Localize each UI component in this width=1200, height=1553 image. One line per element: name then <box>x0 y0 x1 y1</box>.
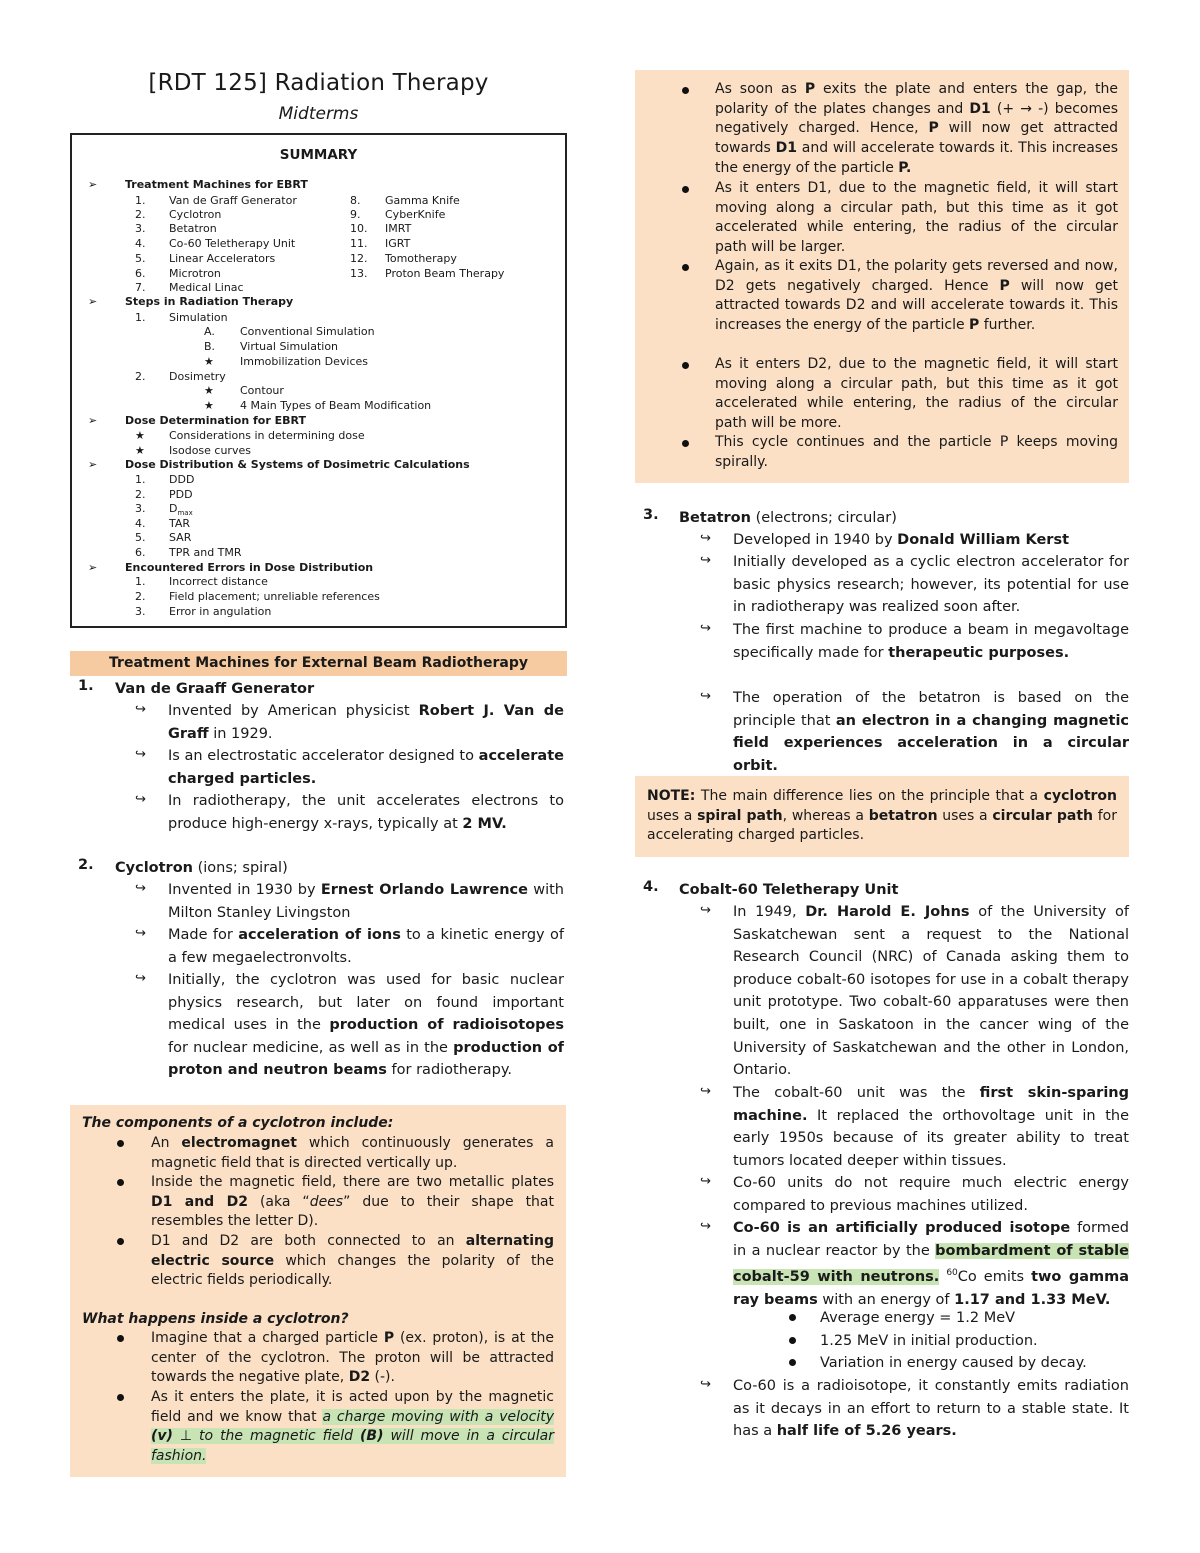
hook-arrow-icon: ↪ <box>700 1377 711 1392</box>
hook-arrow-icon: ↪ <box>700 903 711 918</box>
dot-icon <box>682 186 689 193</box>
list-item: Invented in 1930 by Ernest Orlando Lawrence with Milton Stanley Livingston <box>168 882 564 921</box>
item-heading: Cyclotron (ions; spiral) <box>115 860 288 876</box>
hook-arrow-icon: ↪ <box>700 1084 711 1099</box>
star-icon: ★ <box>204 384 214 397</box>
list-item: Initially developed as a cyclic electron accelerator for basic physics research; however, its potential for use in radiotherapy was realized soon after. <box>733 554 1129 616</box>
summary-machine-5: Linear Accelerators <box>169 252 276 265</box>
summary-error-2: Field placement; unreliable references <box>169 590 380 603</box>
star-icon: ★ <box>135 429 145 442</box>
hook-arrow-icon: ↪ <box>700 1219 711 1234</box>
summary-step-1b: Virtual Simulation <box>240 340 339 353</box>
summary-machine-6: Microtron <box>169 267 221 280</box>
summary-step-2a: Contour <box>240 384 284 397</box>
summary-section-1: Treatment Machines for EBRT <box>125 178 308 191</box>
summary-error-1: Incorrect distance <box>169 575 268 588</box>
list-item: 1.25 MeV in initial production. <box>820 1333 1038 1349</box>
item-heading: Cobalt-60 Teletherapy Unit <box>679 882 899 898</box>
arrowhead-icon: ➢ <box>88 414 98 427</box>
list-item: Co-60 units do not require much electric energy compared to previous machines utilized. <box>733 1175 1129 1214</box>
hook-arrow-icon: ↪ <box>700 553 711 568</box>
list-item: Made for acceleration of ions to a kinetic energy of a few megaelectronvolts. <box>168 927 564 966</box>
summary-step-1a: Conventional Simulation <box>240 325 375 338</box>
summary-step-1: Simulation <box>169 311 228 324</box>
hook-arrow-icon: ↪ <box>135 926 146 941</box>
summary-section-2: Steps in Radiation Therapy <box>125 295 294 308</box>
list-item: Developed in 1940 by Donald William Kerst <box>733 532 1070 548</box>
list-item: Variation in energy caused by decay. <box>820 1355 1087 1371</box>
list-item: The first machine to produce a beam in megavoltage specifically made for therapeutic purposes. <box>733 622 1129 661</box>
star-icon: ★ <box>204 355 214 368</box>
list-item: This cycle continues and the particle P keeps moving spirally. <box>715 434 1118 470</box>
summary-machine-10: IMRT <box>385 222 412 235</box>
list-item: In radiotherapy, the unit accelerates electrons to produce high-energy x-rays, typically at 2 MV. <box>168 793 564 832</box>
star-icon: ★ <box>204 399 214 412</box>
dot-icon <box>682 264 689 271</box>
note-text: NOTE: The main difference lies on the principle that a cyclotron uses a spiral path, whereas a betatron uses a circular path for accelerating charged particles. <box>647 788 1117 844</box>
list-item: Co-60 is an artificially produced isotope formed in a nuclear reactor by the bombardment of stable cobalt-59 with neutrons. $^{60}$Co emits two gamma ray beams with an energy of 1.17 and 1.33 MeV. <box>733 1220 1130 1308</box>
list-item: In 1949, Dr. Harold E. Johns of the University of Saskatchewan sent a request to the National Research Council (NRC) of Canada asking them to produce cobalt-60 isotopes for use in a cobalt therapy unit prototype. Two cobalt-60 apparatuses were then built, one in Saskatoon in the cancer wing of the University of Saskatchewan and the other in London, Ontario. <box>733 904 1130 1079</box>
list-item: As it enters D1, due to the magnetic field, it will start moving along a circular path, but this time as it got accelerated while entering, the radius of the circular path will be larger. <box>715 180 1118 256</box>
dot-icon <box>789 1337 796 1344</box>
summary-machine-2: Cyclotron <box>169 208 222 221</box>
list-item: As it enters D2, due to the magnetic field, it will start moving along a circular path, but this time as it got accelerated while entering, the radius of the circular path will be more. <box>715 356 1118 432</box>
hook-arrow-icon: ↪ <box>135 971 146 986</box>
summary-step-2: Dosimetry <box>169 370 226 383</box>
arrowhead-icon: ➢ <box>88 178 98 191</box>
summary-dist-6: TPR and TMR <box>169 546 242 559</box>
dot-icon <box>789 1314 796 1321</box>
summary-dose-a: Considerations in determining dose <box>169 429 365 442</box>
hook-arrow-icon: ↪ <box>700 689 711 704</box>
dot-icon <box>117 1394 124 1401</box>
list-item: D1 and D2 are both connected to an alternating electric source which changes the polarity of the electric fields periodically. <box>151 1233 554 1289</box>
item-heading: Betatron (electrons; circular) <box>679 510 897 526</box>
summary-step-1c: Immobilization Devices <box>240 355 368 368</box>
summary-dist-5: SAR <box>169 531 192 544</box>
arrowhead-icon: ➢ <box>88 295 98 308</box>
hook-arrow-icon: ↪ <box>700 531 711 546</box>
list-item: An electromagnet which continuously generates a magnetic field that is directed vertically up. <box>151 1135 554 1171</box>
hook-arrow-icon: ↪ <box>135 792 146 807</box>
arrowhead-icon: ➢ <box>88 458 98 471</box>
summary-machine-3: Betatron <box>169 222 217 235</box>
list-item: Inside the magnetic field, there are two metallic plates D1 and D2 (aka “dees” due to their shape that resembles the letter D). <box>151 1174 554 1230</box>
page-title: [RDT 125] Radiation Therapy <box>148 70 489 96</box>
section-banner: Treatment Machines for External Beam Radiotherapy <box>70 651 567 676</box>
dot-icon <box>117 1335 124 1342</box>
summary-machine-4: Co-60 Teletherapy Unit <box>169 237 296 250</box>
summary-machine-12: Tomotherapy <box>385 252 457 265</box>
summary-dose-b: Isodose curves <box>169 444 251 457</box>
list-item: Co-60 is a radioisotope, it constantly emits radiation as it decays in an effort to return to a stable state. It has a half life of 5.26 years. <box>733 1378 1129 1440</box>
list-item: As it enters the plate, it is acted upon by the magnetic field and we know that a charge moving with a velocity (v) ⊥ to the magnetic field (B) will move in a circular fashion. <box>151 1389 555 1465</box>
summary-dist-3: $D_{max}$ <box>169 502 193 518</box>
summary-machine-9: CyberKnife <box>385 208 446 221</box>
summary-heading: SUMMARY <box>279 147 358 163</box>
list-item: Imagine that a charged particle P (ex. proton), is at the center of the cyclotron. The proton will be attracted towards the negative plate, D2 (-). <box>151 1330 554 1386</box>
summary-machine-11: IGRT <box>385 237 411 250</box>
hook-arrow-icon: ↪ <box>135 881 146 896</box>
hook-arrow-icon: ↪ <box>135 702 146 717</box>
box-heading: What happens inside a cyclotron? <box>82 1311 349 1327</box>
list-item: Invented by American physicist Robert J. Van de Graff in 1929. <box>168 703 564 742</box>
dot-icon <box>682 87 689 94</box>
summary-section-5: Encountered Errors in Dose Distribution <box>125 561 374 574</box>
item-heading: Van de Graaff Generator <box>115 681 315 697</box>
list-item: The cobalt-60 unit was the first skin-sparing machine. It replaced the orthovoltage unit in the early 1950s because of its greater ability to treat tumors located deeper within tissues. <box>733 1085 1129 1169</box>
dot-icon <box>117 1140 124 1147</box>
arrowhead-icon: ➢ <box>88 561 98 574</box>
list-item: The operation of the betatron is based on the principle that an electron in a changing magnetic field experiences acceleration in a circular orbit. <box>733 690 1130 774</box>
summary-dist-2: PDD <box>169 488 193 501</box>
page-subtitle: Midterms <box>278 104 359 124</box>
box-heading: The components of a cyclotron include: <box>82 1115 394 1131</box>
summary-dist-1: DDD <box>169 473 195 486</box>
dot-icon <box>117 1179 124 1186</box>
summary-machine-1: Van de Graff Generator <box>169 194 297 207</box>
hook-arrow-icon: ↪ <box>700 1174 711 1189</box>
list-item: Again, as it exits D1, the polarity gets reversed and now, D2 gets negatively charged. Hence P will now get attracted towards D2 and will accelerate towards it. This increases the energy of the particle P further. <box>715 258 1118 334</box>
summary-machine-13: Proton Beam Therapy <box>385 267 505 280</box>
dot-icon <box>789 1359 796 1366</box>
summary-machine-8: Gamma Knife <box>385 194 460 207</box>
star-icon: ★ <box>135 444 145 457</box>
list-item: Average energy = 1.2 MeV <box>820 1310 1016 1326</box>
dot-icon <box>117 1238 124 1245</box>
summary-dist-4: TAR <box>169 517 191 530</box>
summary-section-4: Dose Distribution & Systems of Dosimetric Calculations <box>125 458 470 471</box>
summary-step-2b: 4 Main Types of Beam Modification <box>240 399 432 412</box>
summary-error-3: Error in angulation <box>169 605 272 618</box>
summary-section-3: Dose Determination for EBRT <box>125 414 306 427</box>
hook-arrow-icon: ↪ <box>700 621 711 636</box>
list-item: Is an electrostatic accelerator designed to accelerate charged particles. <box>168 748 564 787</box>
list-item: As soon as P exits the plate and enters the gap, the polarity of the plates changes and D1 (+ → -) becomes negatively charged. Hence, P will now get attracted towards D1 and will accelerate towards it. This increases the energy of the particle P. <box>715 81 1119 176</box>
summary-machine-7: Medical Linac <box>169 281 244 294</box>
hook-arrow-icon: ↪ <box>135 747 146 762</box>
dot-icon <box>682 440 689 447</box>
list-item: Initially, the cyclotron was used for basic nuclear physics research, but later on found important medical uses in the production of radioisotopes for nuclear medicine, as well as in the production of proton and neutron beams for radiotherapy. <box>168 972 565 1079</box>
dot-icon <box>682 362 689 369</box>
